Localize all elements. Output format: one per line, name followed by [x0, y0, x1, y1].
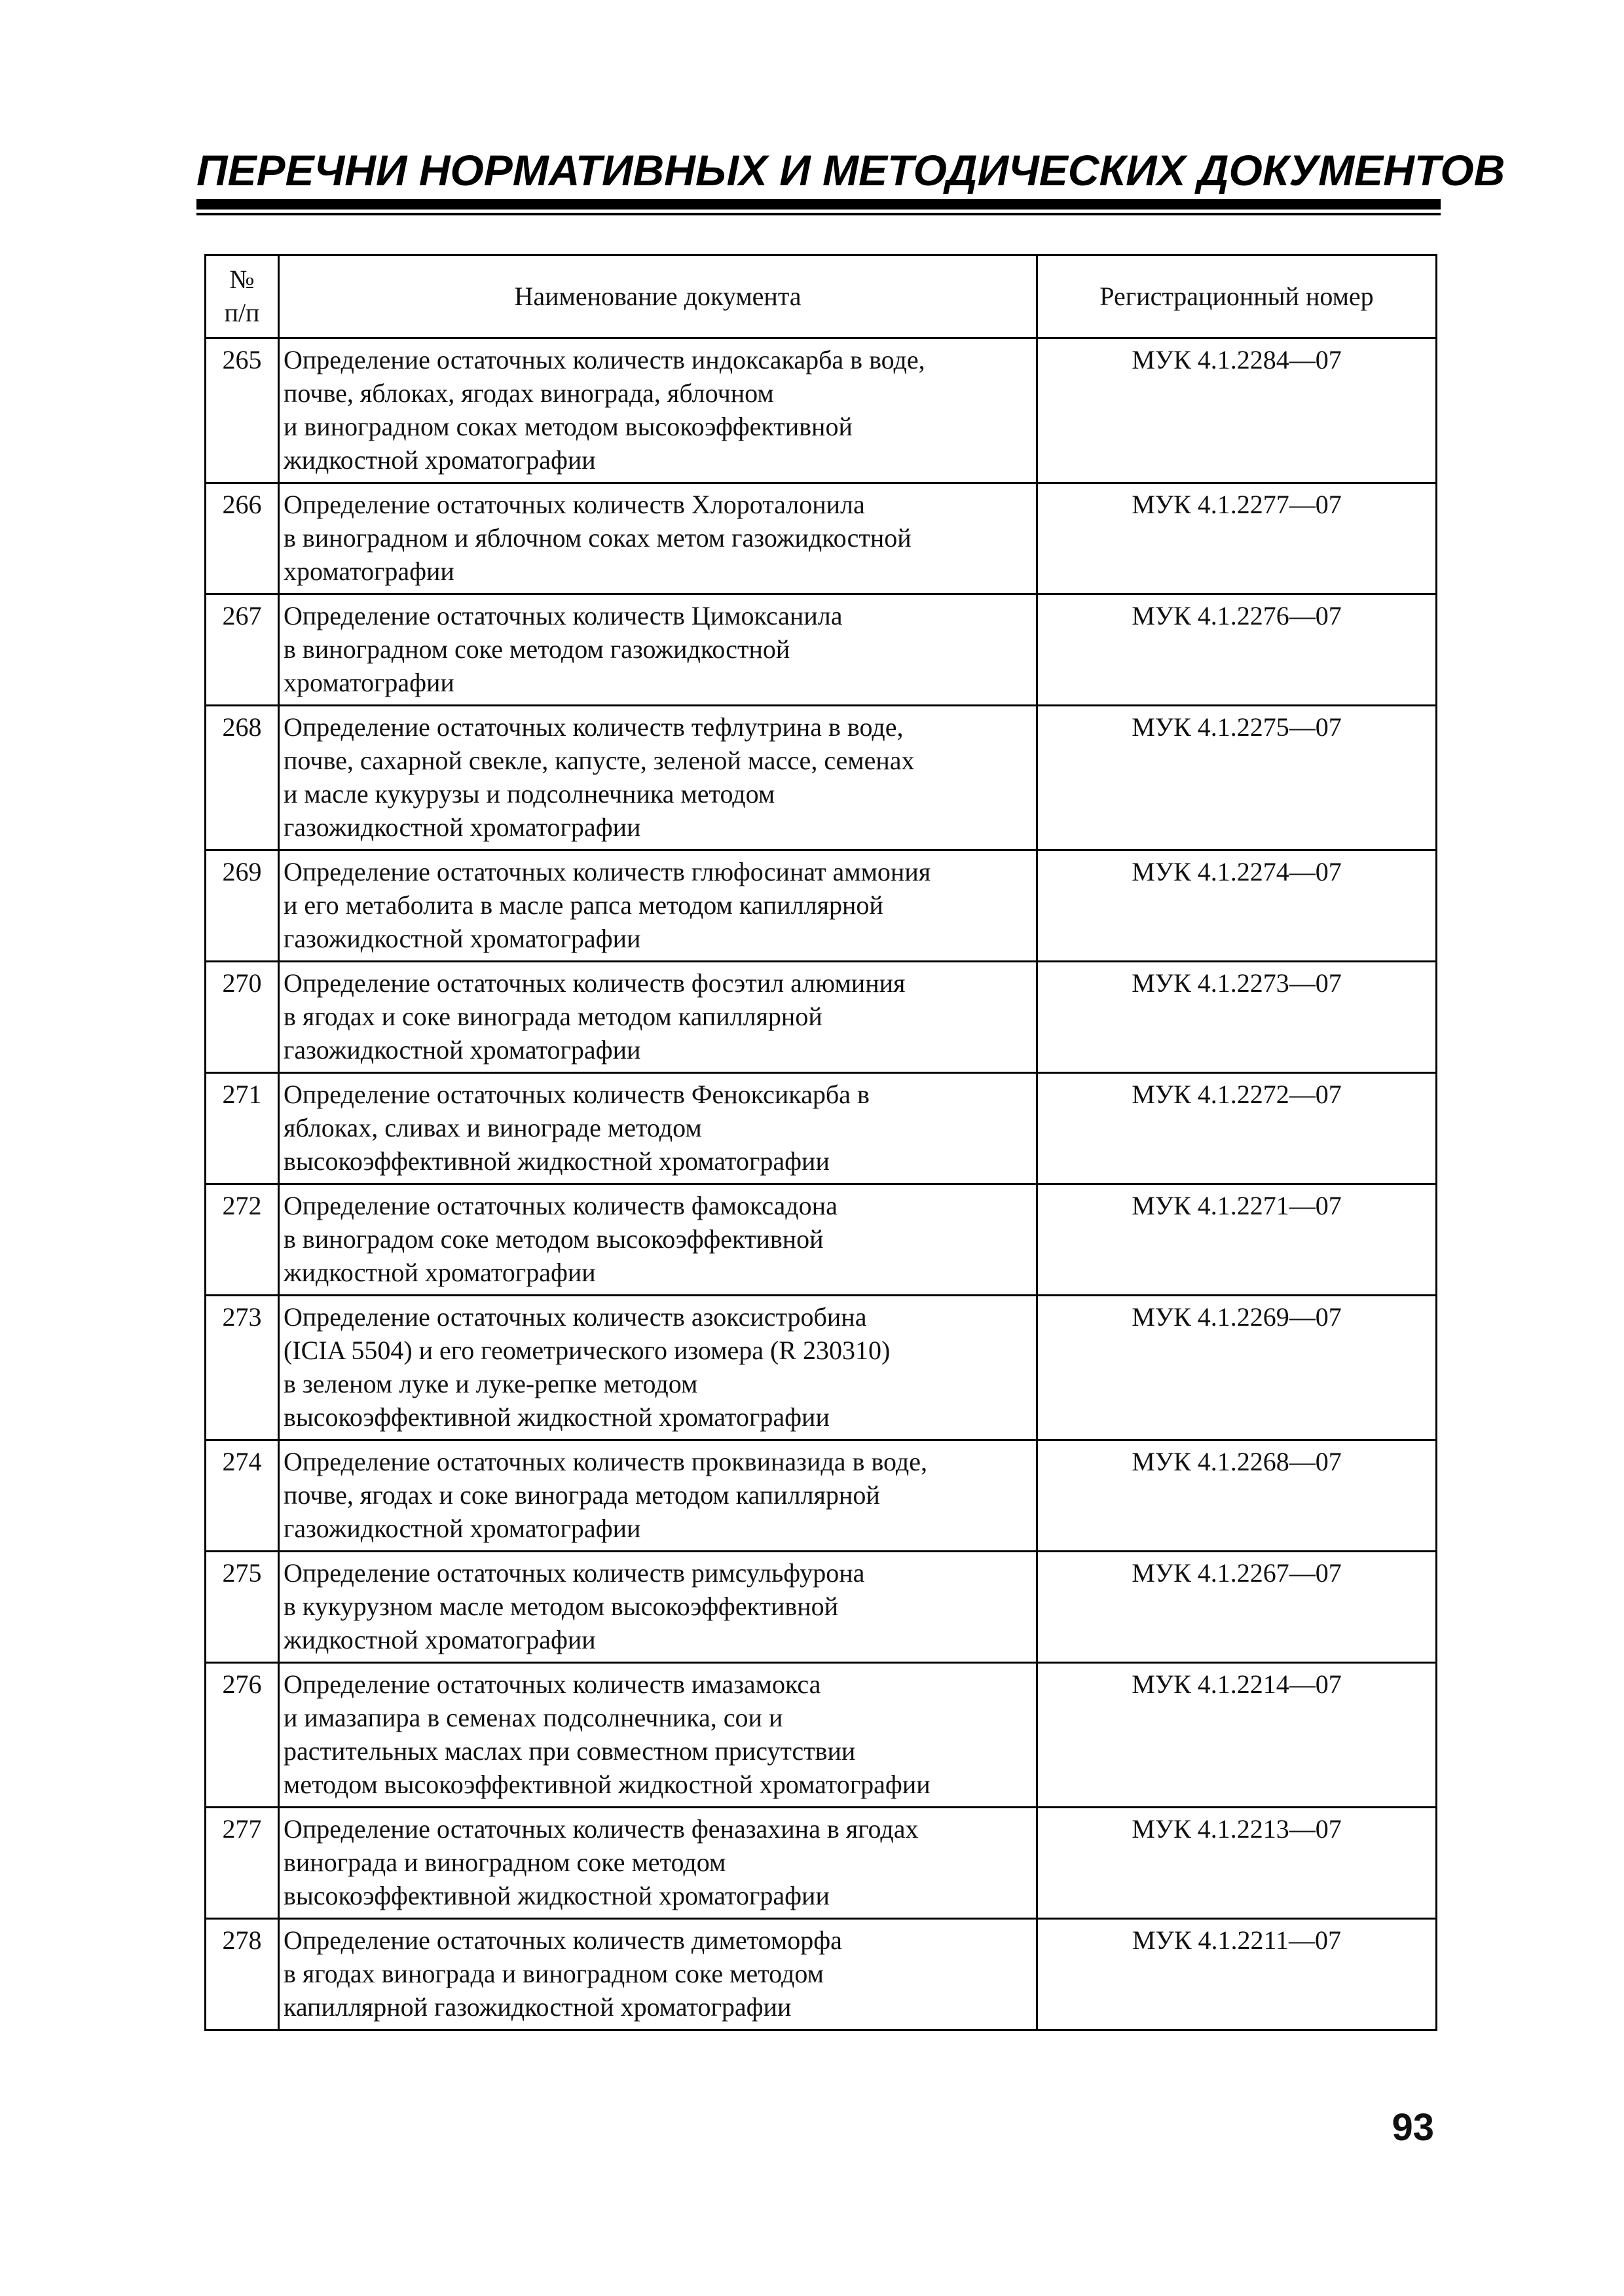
table-row [206, 1184, 1437, 1296]
table-row [206, 850, 1437, 962]
document-name [279, 1440, 1037, 1552]
document-name-line: хроматографии [284, 556, 454, 586]
column-header-reg: Регистрационный номер [1037, 255, 1437, 338]
column-header-number [206, 255, 279, 338]
table-row [206, 483, 1437, 594]
document-name-line: методом высокоэффективной жидкостной хроматографии [284, 1770, 931, 1799]
document-name [279, 850, 1037, 962]
table-row [206, 1552, 1437, 1663]
document-name-line: почве, ягодах и соке винограда методом капиллярной [284, 1480, 880, 1510]
document-name-line: Определение остаточных количеств Хлороталонила [284, 490, 865, 519]
page-number: 93 [1392, 2106, 1434, 2149]
document-name-line: почве, яблоках, ягодах винограда, яблочном [284, 378, 774, 408]
registration-number: МУК 4.1.2277—07 [1037, 483, 1437, 594]
registration-number: МУК 4.1.2271—07 [1037, 1184, 1437, 1296]
row-number: 277 [206, 1808, 279, 1919]
document-name-line: в зеленом луке и луке-репке методом [284, 1369, 698, 1398]
registration-number: МУК 4.1.2267—07 [1037, 1552, 1437, 1663]
row-number: 273 [206, 1296, 279, 1440]
document-name-line: жидкостной хроматографии [284, 1625, 596, 1654]
registration-number: МУК 4.1.2213—07 [1037, 1808, 1437, 1919]
row-number: 275 [206, 1552, 279, 1663]
registration-number: МУК 4.1.2273—07 [1037, 962, 1437, 1073]
document-name-line: хроматографии [284, 668, 454, 697]
table-body [206, 338, 1437, 2030]
document-name-line: Определение остаточных количеств Феноксикарба в [284, 1080, 870, 1109]
column-header-number-line2: п/п [224, 298, 260, 327]
document-name-line: жидкостной хроматографии [284, 445, 596, 475]
document-name-line: и виноградном соках методом высокоэффективной [284, 412, 853, 441]
row-number: 271 [206, 1073, 279, 1184]
registration-number: МУК 4.1.2275—07 [1037, 706, 1437, 850]
document-name-line: Определение остаточных количеств фамоксадона [284, 1191, 838, 1220]
row-number: 274 [206, 1440, 279, 1552]
row-number: 268 [206, 706, 279, 850]
table-row [206, 706, 1437, 850]
document-name-line: в виноградном и яблочном соках метом газожидкостной [284, 523, 912, 553]
document-name-line: Определение остаточных количеств Цимоксанила [284, 601, 843, 630]
table-row [206, 1073, 1437, 1184]
document-name-line: Определение остаточных количеств проквиназида в воде, [284, 1447, 927, 1476]
document-name-line: высокоэффективной жидкостной хроматографии [284, 1402, 830, 1432]
document-name-line: Определение остаточных количеств римсульфурона [284, 1558, 865, 1588]
document-name-line: Определение остаточных количеств глюфосинат аммония [284, 857, 931, 886]
document-name-line: и масле кукурузы и подсолнечника методом [284, 779, 775, 809]
document-name-line: в виноградом соке методом высокоэффективной [284, 1224, 824, 1254]
table-row [206, 1663, 1437, 1808]
table-row [206, 1296, 1437, 1440]
row-number: 266 [206, 483, 279, 594]
document-name [279, 1552, 1037, 1663]
document-name-line: Определение остаточных количеств индоксакарба в воде, [284, 345, 925, 374]
registration-number: МУК 4.1.2272—07 [1037, 1073, 1437, 1184]
registration-number: МУК 4.1.2214—07 [1037, 1663, 1437, 1808]
document-name-line: Определение остаточных количеств феназахина в ягодах [284, 1814, 919, 1844]
document-name-line: высокоэффективной жидкостной хроматографии [284, 1146, 830, 1176]
row-number: 276 [206, 1663, 279, 1808]
table-row [206, 962, 1437, 1073]
document-name-line: газожидкостной хроматографии [284, 1035, 641, 1065]
row-number: 267 [206, 594, 279, 706]
document-name-line: Определение остаточных количеств тефлутрина в воде, [284, 712, 904, 742]
document-name-line: Определение остаточных количеств диметоморфа [284, 1925, 842, 1955]
document-name [279, 1663, 1037, 1808]
header-rule-thick [196, 199, 1441, 210]
document-name [279, 1184, 1037, 1296]
row-number: 265 [206, 338, 279, 483]
table-row [206, 1808, 1437, 1919]
document-name-line: жидкостной хроматографии [284, 1258, 596, 1287]
document-name-line: в ягодах винограда и виноградном соке методом [284, 1959, 824, 1988]
table-row [206, 1440, 1437, 1552]
document-name [279, 706, 1037, 850]
registration-number: МУК 4.1.2276—07 [1037, 594, 1437, 706]
row-number: 269 [206, 850, 279, 962]
document-name-line: (ICIA 5504) и его геометрического изомера (R 230310) [284, 1336, 891, 1365]
document-name-line: высокоэффективной жидкостной хроматографии [284, 1881, 830, 1910]
column-header-number-line1: № [229, 264, 255, 294]
document-name-line: в виноградном соке методом газожидкостной [284, 634, 790, 664]
document-name-line: и имазапира в семенах подсолнечника, сои и [284, 1703, 783, 1732]
document-name-line: газожидкостной хроматографии [284, 812, 641, 842]
document-name [279, 1296, 1037, 1440]
document-name-line: Определение остаточных количеств фосэтил алюминия [284, 968, 906, 998]
header-rule-thin [196, 213, 1441, 215]
registration-number: МУК 4.1.2284—07 [1037, 338, 1437, 483]
registration-number: МУК 4.1.2269—07 [1037, 1296, 1437, 1440]
column-header-name: Наименование документа [279, 255, 1037, 338]
page-header-title: ПЕРЕЧНИ НОРМАТИВНЫХ И МЕТОДИЧЕСКИХ ДОКУМЕНТОВ [196, 146, 1505, 194]
table-row [206, 594, 1437, 706]
document-name-line: растительных маслах при совместном присутствии [284, 1736, 856, 1766]
registration-number: МУК 4.1.2268—07 [1037, 1440, 1437, 1552]
documents-table [204, 254, 1437, 2031]
table-row [206, 1919, 1437, 2030]
row-number: 278 [206, 1919, 279, 2030]
document-name-line: капиллярной газожидкостной хроматографии [284, 1992, 792, 2022]
row-number: 270 [206, 962, 279, 1073]
document-name-line: в кукурузном масле методом высокоэффективной [284, 1592, 839, 1621]
document-name-line: почве, сахарной свекле, капусте, зеленой массе, семенах [284, 746, 915, 775]
document-name [279, 483, 1037, 594]
row-number: 272 [206, 1184, 279, 1296]
document-name [279, 962, 1037, 1073]
registration-number: МУК 4.1.2211—07 [1037, 1919, 1437, 2030]
document-name-line: газожидкостной хроматографии [284, 1514, 641, 1543]
document-name [279, 1919, 1037, 2030]
document-name [279, 594, 1037, 706]
document-name [279, 338, 1037, 483]
document-name-line: винограда и виноградном соке методом [284, 1848, 726, 1877]
document-name-line: в ягодах и соке винограда методом капиллярной [284, 1002, 822, 1031]
table-row [206, 338, 1437, 483]
registration-number: МУК 4.1.2274—07 [1037, 850, 1437, 962]
document-name-line: Определение остаточных количеств азоксистробина [284, 1302, 867, 1332]
document-name-line: и его метаболита в масле рапса методом капиллярной [284, 890, 883, 920]
document-name-line: газожидкостной хроматографии [284, 924, 641, 953]
document-name [279, 1808, 1037, 1919]
document-name-line: Определение остаточных количеств имазамокса [284, 1669, 821, 1699]
document-name-line: яблоках, сливах и винограде методом [284, 1113, 702, 1142]
table-header-row [206, 255, 1437, 338]
document-name [279, 1073, 1037, 1184]
